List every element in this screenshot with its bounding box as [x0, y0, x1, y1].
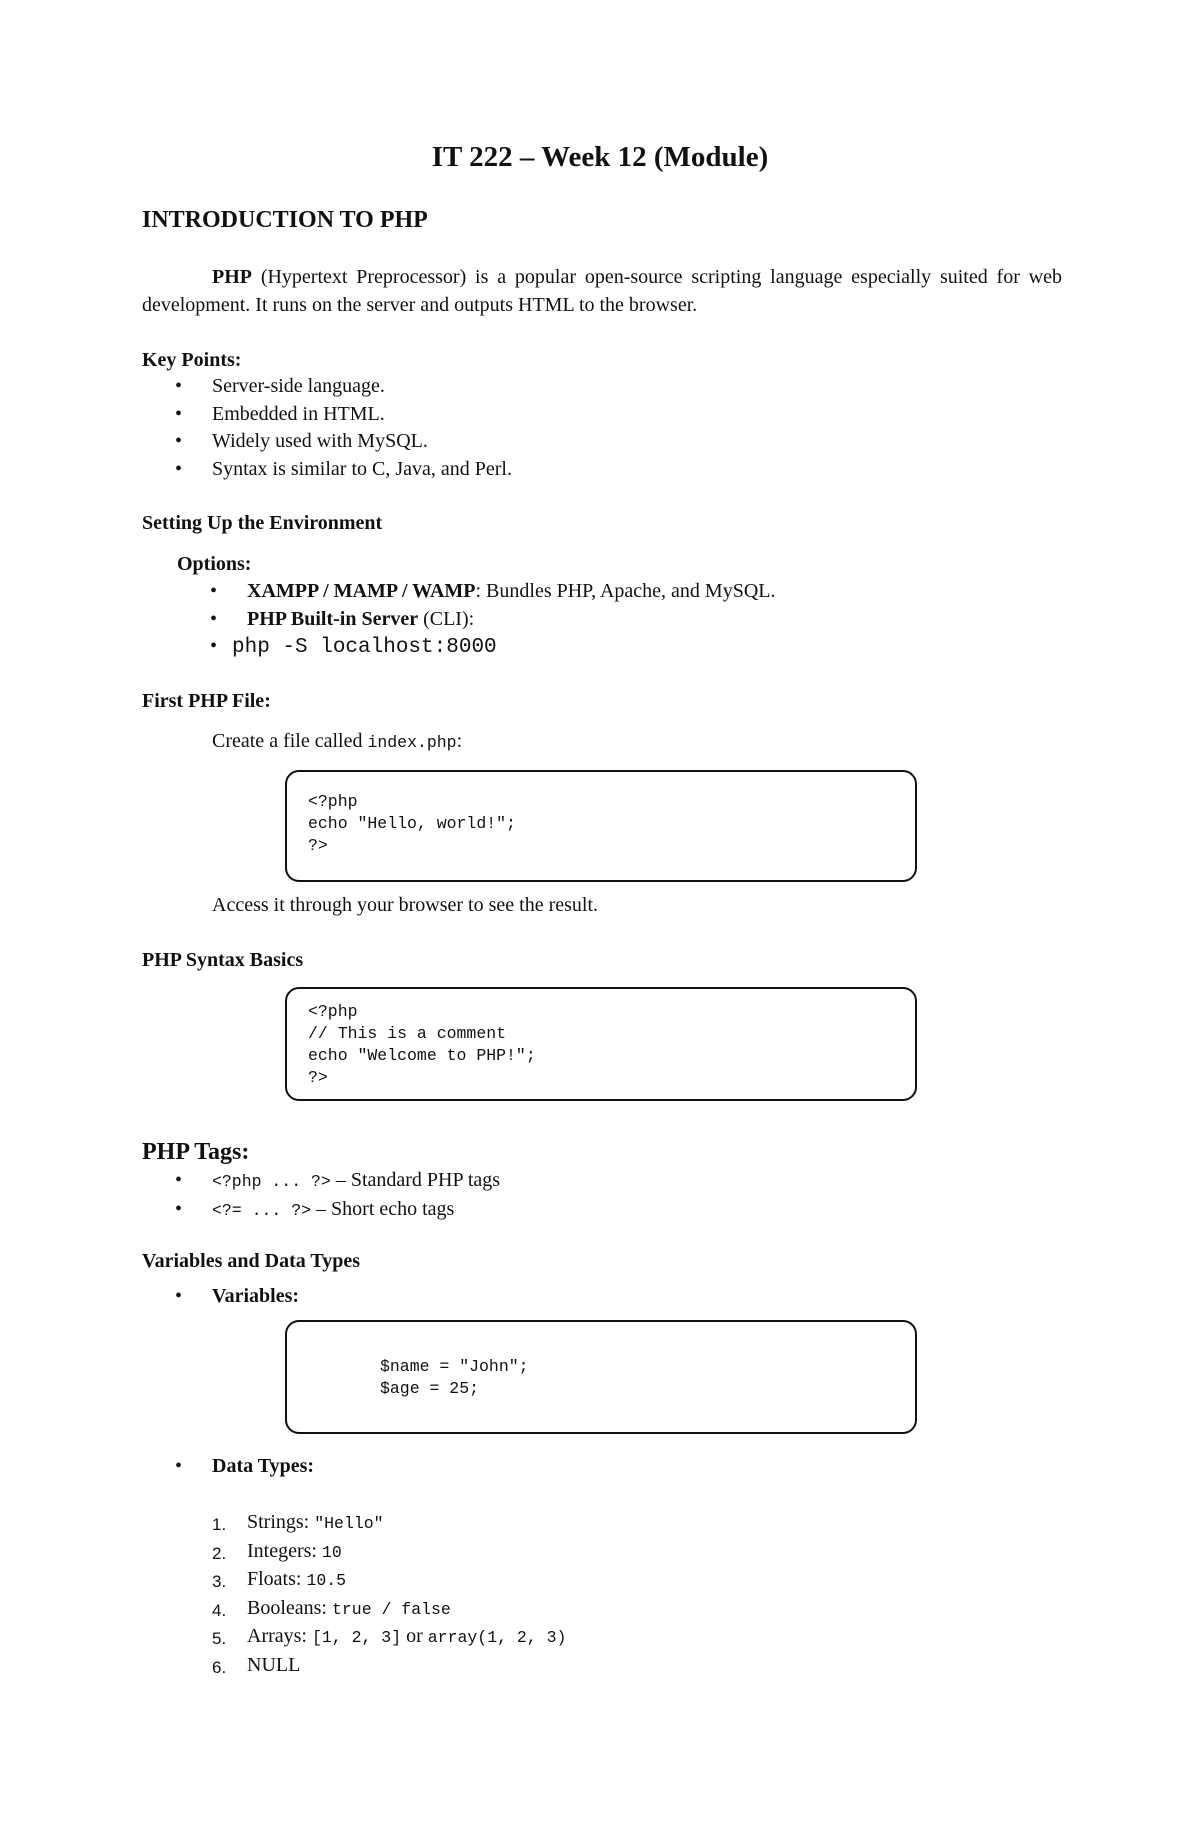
list-item: • Embedded in HTML.: [175, 402, 385, 425]
list-item: • XAMPP / MAMP / WAMP: Bundles PHP, Apache, and MySQL.: [210, 580, 776, 602]
code-box-hello: [285, 770, 917, 882]
types-list: [142, 1509, 566, 1679]
key-points-heading: Key Points:: [142, 349, 242, 371]
list-item: • Widely used with MySQL.: [175, 430, 428, 452]
list-item: 4. Booleans: true / false: [212, 1596, 451, 1620]
list-item: • Data Types:: [175, 1455, 315, 1477]
code-block: $name = "John"; $age = 25;: [380, 1357, 529, 1398]
intro-paragraph: [142, 263, 1062, 319]
key-points-list: [142, 373, 512, 483]
list-item: 6. NULL: [212, 1653, 301, 1677]
list-item: • PHP Built-in Server (CLI):: [210, 607, 475, 630]
list-item: 5. Arrays: [1, 2, 3] or array(1, 2, 3): [212, 1625, 567, 1648]
intro-term: PHP: [212, 266, 252, 288]
variables-list: [142, 1283, 299, 1311]
list-item: 2. Integers: 10: [212, 1539, 342, 1563]
options-label: Options:: [177, 553, 252, 575]
list-item: • <?php ... ?> – Standard PHP tags: [175, 1169, 501, 1191]
list-item: • Server-side language.: [175, 375, 385, 397]
page-title: IT 222 – Week 12 (Module): [431, 141, 769, 173]
tags-list: [142, 1167, 500, 1224]
setup-heading: Setting Up the Environment: [142, 512, 383, 534]
vars-heading: Variables and Data Types: [142, 1250, 361, 1272]
datatypes-list: [142, 1453, 314, 1481]
intro-heading: INTRODUCTION TO PHP: [142, 207, 428, 233]
code-box-variables: [285, 1320, 917, 1434]
access-text: Access it through your browser to see the result.: [212, 894, 599, 916]
list-item: 1. Strings: "Hello": [212, 1511, 384, 1534]
list-item: • Variables:: [175, 1285, 300, 1307]
list-item: • php -S localhost:8000: [210, 635, 497, 659]
tags-heading: PHP Tags:: [142, 1139, 250, 1165]
create-file-text: Create a file called index.php:: [212, 730, 463, 752]
list-item: • Syntax is similar to C, Java, and Perl.: [175, 457, 512, 480]
command-text: php -S localhost:8000: [232, 636, 497, 659]
code-box-syntax: [285, 987, 917, 1101]
filename: index.php: [367, 733, 457, 752]
list-item: 3. Floats: 10.5: [212, 1568, 347, 1591]
intro-text: (Hypertext Preprocessor) is a popular open-source scripting language especially suited for web development. It runs on the server and outputs HTML to the browser.: [142, 266, 1062, 316]
list-item: • <?= ... ?> – Short echo tags: [175, 1197, 455, 1220]
options-list: [177, 578, 775, 662]
code-block: <?php // This is a comment echo "Welcome to PHP!"; ?>: [308, 1002, 536, 1087]
code-block: <?php echo "Hello, world!"; ?>: [308, 792, 516, 855]
first-file-heading: First PHP File:: [142, 690, 271, 712]
syntax-heading: PHP Syntax Basics: [142, 949, 304, 971]
